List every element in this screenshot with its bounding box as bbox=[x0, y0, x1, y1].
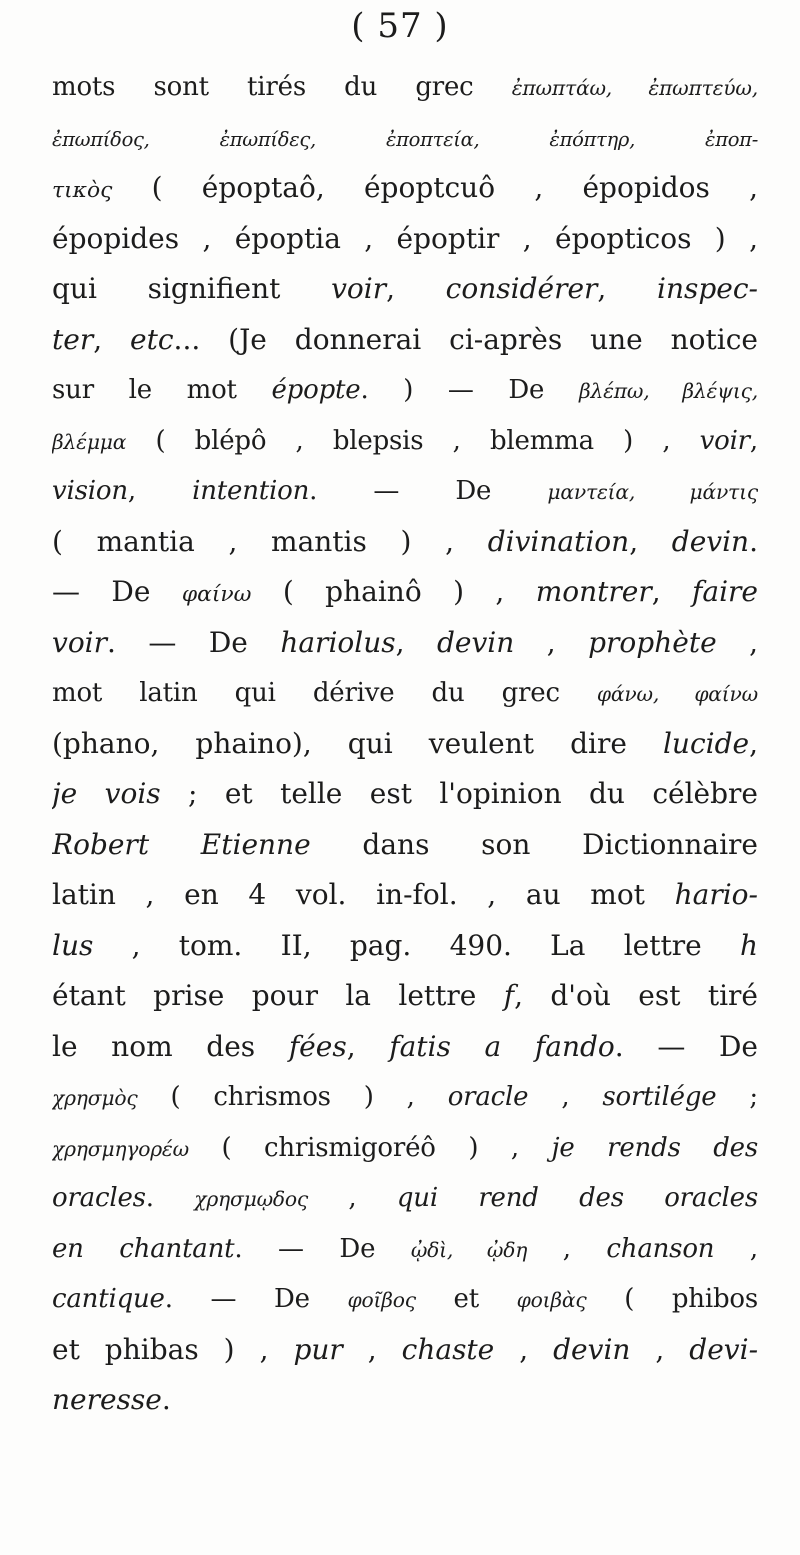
italic-text: neresse bbox=[52, 1383, 162, 1416]
text-segment: ( époptaô, époptcuô , épopidos , bbox=[112, 171, 758, 204]
text-line bbox=[52, 1325, 758, 1376]
text-segment: latin , en 4 vol. in-fol. , au mot bbox=[52, 878, 675, 911]
italic-text: épopte bbox=[271, 375, 361, 405]
text-segment: mot latin qui dérive du grec bbox=[52, 678, 597, 708]
italic-text: oracle bbox=[447, 1082, 529, 1112]
italic-text: je rends des bbox=[551, 1132, 758, 1163]
italic-text: fées bbox=[288, 1029, 347, 1063]
text-segment: qui signifient bbox=[52, 272, 332, 305]
text-segment: , bbox=[749, 425, 758, 456]
italic-text: devin bbox=[671, 524, 750, 558]
italic-text: montrer bbox=[535, 575, 652, 608]
italic-text: chanson bbox=[606, 1233, 715, 1264]
italic-text: vision bbox=[52, 476, 128, 506]
italic-text: devin bbox=[553, 1332, 631, 1366]
text-line bbox=[52, 971, 758, 1022]
italic-text: pur bbox=[293, 1332, 343, 1366]
text-line bbox=[52, 113, 758, 164]
greek-word: ἐπωπτάω, ἐπωπτεύω, bbox=[511, 76, 758, 100]
text-segment: , bbox=[395, 625, 437, 659]
text-line bbox=[52, 1375, 758, 1426]
greek-word: φαίνω bbox=[181, 582, 252, 607]
text-segment: . bbox=[749, 524, 758, 558]
text-segment: ... (Je donnerai ci-après une notice bbox=[173, 322, 758, 356]
text-line bbox=[52, 769, 758, 820]
greek-word: βλέμμα bbox=[52, 429, 127, 454]
text-segment: ( phainô ) , bbox=[251, 575, 536, 608]
text-line bbox=[52, 214, 758, 265]
text-segment: , bbox=[714, 1233, 758, 1264]
italic-text: inspec- bbox=[657, 272, 758, 305]
text-segment: , bbox=[127, 476, 193, 506]
italic-text: je vois bbox=[52, 777, 161, 810]
italic-text: Robert Etienne bbox=[52, 827, 311, 861]
italic-text: en chantant bbox=[52, 1233, 235, 1264]
text-line bbox=[52, 315, 758, 366]
text-line bbox=[52, 466, 758, 517]
text-segment: ; bbox=[716, 1082, 758, 1112]
italic-text: etc bbox=[130, 322, 174, 356]
text-segment: (phano, phaino), qui veulent dire bbox=[52, 726, 663, 760]
italic-text: faire bbox=[692, 575, 758, 608]
text-line bbox=[52, 618, 758, 669]
italic-text: ter bbox=[52, 322, 94, 356]
text-segment: ( phibos bbox=[586, 1284, 758, 1314]
text-line bbox=[52, 416, 758, 467]
text-segment: ; et telle est l'opinion du célèbre bbox=[160, 777, 758, 810]
text-line bbox=[52, 1173, 758, 1224]
greek-word: χρησμῳδος bbox=[194, 1187, 309, 1211]
text-segment: sur le mot bbox=[52, 375, 272, 405]
greek-word: ᾠδὶ, ᾠδη bbox=[410, 1237, 528, 1262]
text-line bbox=[52, 820, 758, 871]
text-line bbox=[52, 517, 758, 568]
italic-text: voir bbox=[699, 425, 750, 456]
text-segment: , bbox=[528, 1082, 603, 1112]
text-segment: — De bbox=[52, 575, 182, 608]
italic-text: voir bbox=[52, 625, 108, 659]
italic-text: oracles bbox=[52, 1183, 146, 1213]
greek-word: φοιβὰς bbox=[516, 1288, 587, 1312]
greek-word: βλέπω, βλέψις, bbox=[578, 379, 758, 403]
text-segment: mots sont tirés du grec bbox=[52, 72, 512, 102]
text-segment: , bbox=[629, 524, 672, 558]
italic-text: fatis a fando bbox=[389, 1029, 615, 1063]
italic-text: qui rend des oracles bbox=[396, 1183, 758, 1213]
text-segment: . — De bbox=[234, 1233, 411, 1264]
greek-word: μαντεία, μάντις bbox=[547, 480, 758, 504]
text-segment: , bbox=[716, 625, 758, 659]
body-text bbox=[52, 62, 758, 1426]
text-segment: , bbox=[93, 322, 131, 356]
text-segment: , bbox=[749, 726, 758, 760]
text-segment: , bbox=[630, 1332, 690, 1366]
greek-word: χρησμηγορέω bbox=[52, 1136, 189, 1161]
text-segment: , bbox=[597, 272, 657, 305]
text-segment: et bbox=[415, 1284, 517, 1314]
text-segment: , bbox=[308, 1183, 397, 1213]
text-line bbox=[52, 365, 758, 416]
text-line bbox=[52, 719, 758, 770]
text-segment: , bbox=[386, 272, 446, 305]
text-segment: . — De bbox=[107, 625, 281, 659]
greek-word: χρησμὸς bbox=[52, 1086, 138, 1110]
text-segment: ( blépô , blepsis , blemma ) , bbox=[126, 425, 700, 456]
text-line bbox=[52, 870, 758, 921]
text-segment: et phibas ) , bbox=[52, 1332, 294, 1366]
text-segment: , bbox=[514, 625, 589, 659]
greek-word: φοῖβος bbox=[347, 1288, 416, 1312]
text-segment: , bbox=[494, 1332, 554, 1366]
text-segment: ( mantia , mantis ) , bbox=[52, 524, 488, 558]
italic-text: intention bbox=[192, 476, 310, 506]
text-line bbox=[52, 1123, 758, 1174]
text-line bbox=[52, 264, 758, 315]
text-line bbox=[52, 567, 758, 618]
text-line bbox=[52, 62, 758, 113]
italic-text: lucide bbox=[662, 726, 750, 760]
italic-text: voir bbox=[331, 272, 387, 305]
text-segment: , d'où est tiré bbox=[514, 979, 758, 1012]
text-segment: . — De bbox=[614, 1029, 758, 1063]
italic-text: lus bbox=[52, 928, 94, 962]
text-segment: . — De bbox=[164, 1284, 348, 1314]
text-segment: . ) — De bbox=[360, 375, 579, 405]
greek-word: τικὸς bbox=[52, 178, 113, 203]
italic-text: chaste bbox=[401, 1332, 495, 1366]
text-segment: ( chrismos ) , bbox=[137, 1082, 448, 1112]
text-line bbox=[52, 163, 758, 214]
text-segment: , bbox=[527, 1233, 607, 1264]
text-segment: le nom des bbox=[52, 1029, 289, 1063]
text-segment: ( chrismigoréô ) , bbox=[188, 1132, 552, 1163]
greek-word: φάνω, φαίνω bbox=[596, 682, 758, 706]
italic-text: divination bbox=[487, 524, 630, 558]
greek-word: ἐπωπίδος, ἐπωπίδες, ἐποπτεία, ἐπόπτηρ, ἐποπ- bbox=[52, 127, 758, 151]
italic-text: devi- bbox=[689, 1332, 758, 1366]
text-line bbox=[52, 1072, 758, 1123]
italic-text: hario- bbox=[674, 878, 758, 911]
text-line bbox=[52, 1274, 758, 1325]
italic-text: f bbox=[503, 979, 515, 1012]
text-line bbox=[52, 668, 758, 719]
italic-text: hariolus bbox=[280, 625, 396, 659]
italic-text: sortilége bbox=[602, 1082, 717, 1112]
text-segment: , bbox=[651, 575, 693, 608]
text-segment: . bbox=[145, 1183, 195, 1213]
italic-text: h bbox=[739, 928, 758, 962]
text-line bbox=[52, 921, 758, 972]
italic-text: devin bbox=[436, 625, 515, 659]
italic-text: prophète bbox=[588, 625, 717, 659]
page-number: ( 57 ) bbox=[351, 6, 449, 46]
text-line bbox=[52, 1224, 758, 1275]
italic-text: considérer bbox=[445, 272, 598, 305]
text-segment: , tom. II, pag. 490. La lettre bbox=[93, 928, 740, 962]
text-segment: étant prise pour la lettre bbox=[52, 979, 504, 1012]
text-segment: . bbox=[161, 1383, 171, 1416]
text-segment: , bbox=[346, 1029, 390, 1063]
text-segment: épopides , époptia , époptir , épopticos ) , bbox=[52, 221, 758, 255]
text-segment: dans son Dictionnaire bbox=[310, 827, 758, 861]
italic-text: cantique bbox=[52, 1284, 165, 1314]
text-line bbox=[52, 1022, 758, 1073]
text-segment: , bbox=[342, 1332, 402, 1366]
text-segment: . — De bbox=[309, 476, 548, 506]
